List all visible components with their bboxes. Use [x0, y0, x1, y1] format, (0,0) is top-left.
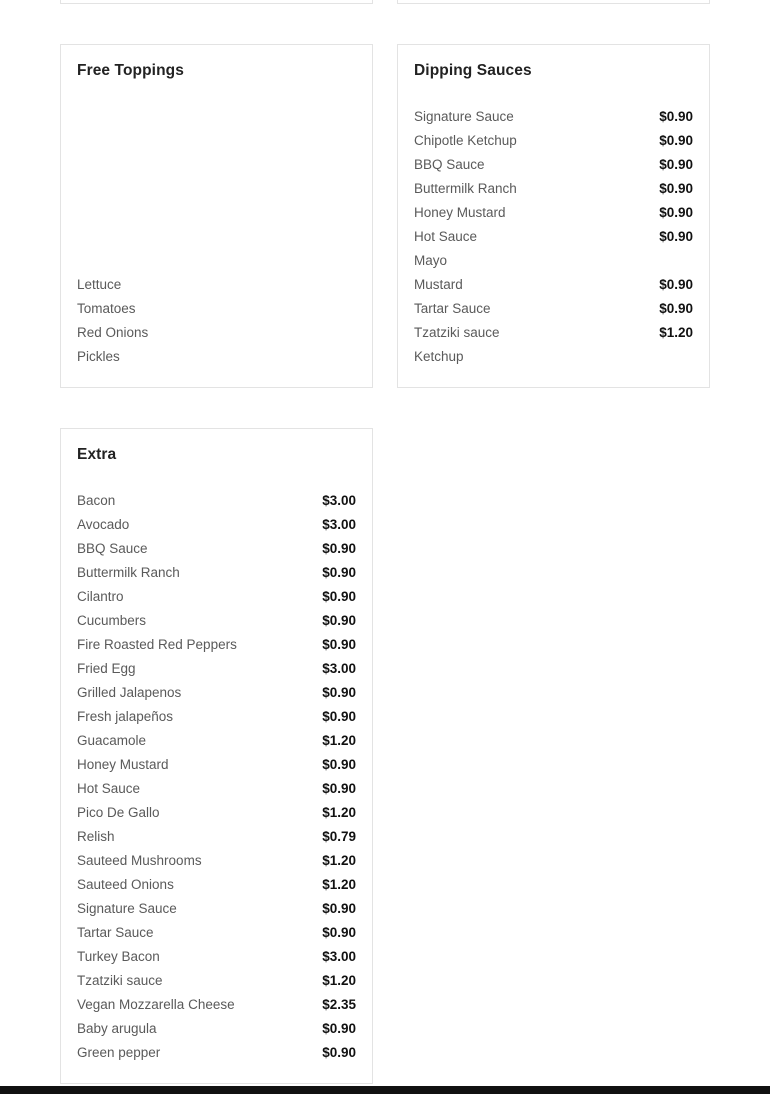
menu-item-price: $1.20: [322, 733, 356, 748]
menu-item-name: Baby arugula: [77, 1021, 157, 1036]
menu-item-name: Cilantro: [77, 589, 124, 604]
menu-item: [77, 921, 356, 945]
menu-item-price: $0.90: [322, 781, 356, 796]
menu-item: [77, 513, 356, 537]
menu-item-price: $0.90: [322, 1045, 356, 1060]
menu-item: [77, 705, 356, 729]
menu-item: [414, 345, 693, 369]
menu-item-price: $3.00: [322, 949, 356, 964]
menu-item-name: Vegan Mozzarella Cheese: [77, 997, 235, 1012]
menu-item-price: $1.20: [322, 973, 356, 988]
menu-item-price: $1.20: [659, 325, 693, 340]
menu-item: [77, 489, 356, 513]
menu-item-name: BBQ Sauce: [414, 157, 485, 172]
dipping-sauces-card: [397, 44, 710, 388]
menu-item-price: $0.90: [322, 901, 356, 916]
menu-item-price: $0.90: [659, 109, 693, 124]
menu-item: [77, 657, 356, 681]
menu-item-name: Tomatoes: [77, 301, 136, 316]
menu-item: [77, 777, 356, 801]
menu-item-price: $0.90: [659, 181, 693, 196]
menu-item-name: Avocado: [77, 517, 130, 532]
menu-item-price: $3.00: [322, 493, 356, 508]
menu-item-name: Pico De Gallo: [77, 805, 160, 820]
menu-item-name: Cucumbers: [77, 613, 147, 628]
previous-section-card-right: [397, 0, 710, 4]
menu-item-name: Fire Roasted Red Peppers: [77, 637, 237, 652]
dipping-sauces-title: Dipping Sauces: [414, 62, 532, 79]
menu-item-name: Tartar Sauce: [77, 925, 154, 940]
menu-item-price: $1.20: [322, 853, 356, 868]
menu-item-price: $0.90: [659, 157, 693, 172]
menu-item-name: Lettuce: [77, 277, 122, 292]
menu-item: [77, 753, 356, 777]
menu-item: [77, 801, 356, 825]
menu-item-name: Sauteed Onions: [77, 877, 174, 892]
menu-item: [414, 129, 693, 153]
menu-item: [414, 273, 693, 297]
menu-item: [414, 177, 693, 201]
menu-item-name: Relish: [77, 829, 115, 844]
menu-item-name: Hot Sauce: [77, 781, 141, 796]
menu-item-name: Guacamole: [77, 733, 147, 748]
menu-item-price: $1.20: [322, 805, 356, 820]
menu-item: [77, 825, 356, 849]
menu-item-name: Buttermilk Ranch: [77, 565, 180, 580]
menu-item: [414, 249, 693, 273]
menu-item: [414, 225, 693, 249]
menu-item-name: Mustard: [414, 277, 463, 292]
menu-item-name: Tzatziki sauce: [414, 325, 500, 340]
menu-item-price: $0.90: [322, 565, 356, 580]
dipping-sauces-list: [414, 105, 693, 369]
menu-item-name: Mayo: [414, 253, 448, 268]
extra-card: [60, 428, 373, 1084]
menu-item-price: $1.20: [322, 877, 356, 892]
menu-item-price: $0.90: [322, 1021, 356, 1036]
menu-item-name: Tzatziki sauce: [77, 973, 163, 988]
menu-item-price: $0.90: [322, 925, 356, 940]
menu-item-price: $0.79: [322, 829, 356, 844]
menu-item: [77, 681, 356, 705]
menu-item-price: $0.90: [659, 277, 693, 292]
menu-item-price: $0.90: [659, 301, 693, 316]
menu-item: [77, 537, 356, 561]
menu-item-price: $0.90: [659, 205, 693, 220]
menu-item: [414, 105, 693, 129]
menu-item: [77, 969, 356, 993]
free-toppings-title: Free Toppings: [77, 62, 184, 79]
menu-item-price: $0.90: [322, 685, 356, 700]
menu-item-price: $0.90: [322, 589, 356, 604]
menu-item-name: Signature Sauce: [414, 109, 514, 124]
menu-item: [77, 345, 356, 369]
menu-item-name: Tartar Sauce: [414, 301, 491, 316]
extra-title: Extra: [77, 446, 117, 463]
footer-bar: [0, 1086, 770, 1094]
menu-item-name: Fried Egg: [77, 661, 136, 676]
menu-item-name: BBQ Sauce: [77, 541, 148, 556]
menu-item-name: Fresh jalapeños: [77, 709, 174, 724]
menu-item: [77, 1017, 356, 1041]
menu-item: [77, 897, 356, 921]
menu-item-name: Grilled Jalapenos: [77, 685, 182, 700]
menu-item-price: $3.00: [322, 517, 356, 532]
menu-item: [77, 321, 356, 345]
menu-item-name: Hot Sauce: [414, 229, 478, 244]
menu-item-name: Red Onions: [77, 325, 149, 340]
menu-item: [77, 297, 356, 321]
menu-item: [77, 849, 356, 873]
menu-item-price: $0.90: [322, 637, 356, 652]
menu-item: [77, 561, 356, 585]
previous-section-card-left: [60, 0, 373, 4]
menu-item-name: Ketchup: [414, 349, 464, 364]
free-toppings-card: [60, 44, 373, 388]
menu-item-price: $0.90: [659, 229, 693, 244]
menu-item: [77, 585, 356, 609]
menu-item-price: $3.00: [322, 661, 356, 676]
extra-list: [77, 489, 356, 1065]
menu-item-price: $2.35: [322, 997, 356, 1012]
menu-item: [77, 633, 356, 657]
menu-item: [77, 273, 356, 297]
menu-item-price: $0.90: [322, 757, 356, 772]
free-toppings-list: [77, 273, 356, 369]
menu-item: [77, 1041, 356, 1065]
menu-item: [414, 321, 693, 345]
menu-item-name: Pickles: [77, 349, 120, 364]
menu-item: [77, 993, 356, 1017]
menu-item-price: $0.90: [659, 133, 693, 148]
menu-item: [414, 201, 693, 225]
menu-item: [77, 609, 356, 633]
menu-item: [77, 729, 356, 753]
menu-item-name: Chipotle Ketchup: [414, 133, 517, 148]
menu-item-name: Honey Mustard: [77, 757, 169, 772]
menu-item: [77, 873, 356, 897]
menu-item-name: Turkey Bacon: [77, 949, 160, 964]
menu-item-name: Honey Mustard: [414, 205, 506, 220]
menu-item-name: Signature Sauce: [77, 901, 177, 916]
menu-item-name: Green pepper: [77, 1045, 161, 1060]
menu-item: [414, 297, 693, 321]
menu-item-price: $0.90: [322, 709, 356, 724]
menu-item-name: Bacon: [77, 493, 116, 508]
menu-item-name: Sauteed Mushrooms: [77, 853, 202, 868]
menu-item-price: $0.90: [322, 613, 356, 628]
menu-item: [77, 945, 356, 969]
menu-item-price: $0.90: [322, 541, 356, 556]
menu-item-name: Buttermilk Ranch: [414, 181, 517, 196]
menu-item: [414, 153, 693, 177]
